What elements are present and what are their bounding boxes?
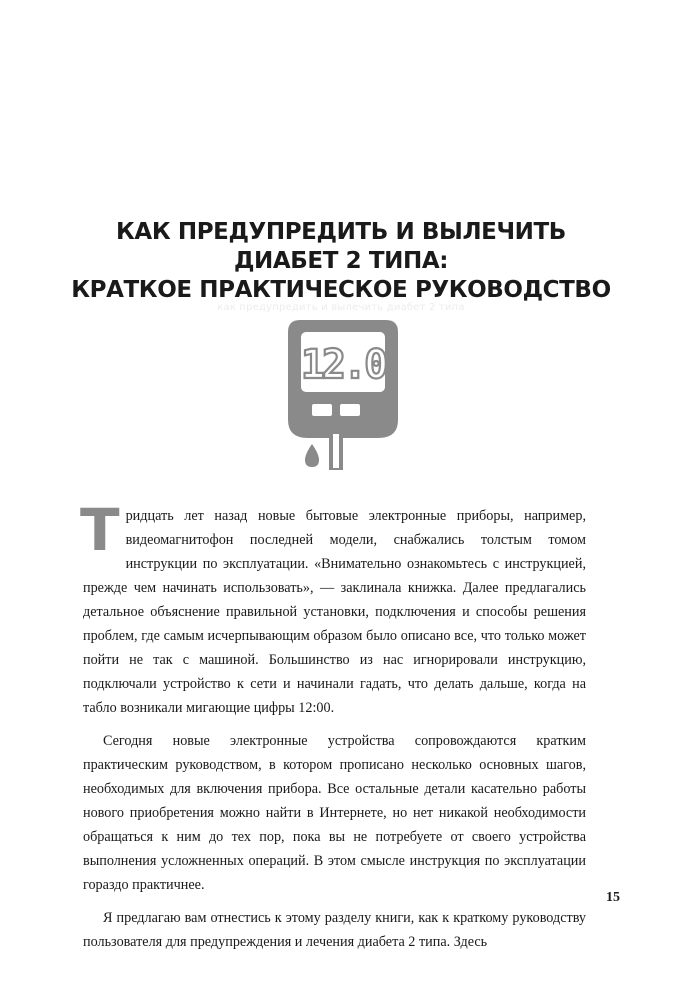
chapter-title-line-3: КРАТКОЕ ПРАКТИЧЕСКОЕ РУКОВОДСТВО [71, 277, 611, 303]
chapter-title-line-1: КАК ПРЕДУПРЕДИТЬ И ВЫЛЕЧИТЬ [116, 219, 566, 245]
meter-button-right [340, 404, 360, 416]
paragraph-2: Сегодня новые электронные устройства сопровождаются кратким практическим руководством, в котором прописано несколько основных шагов, необходимых для включения прибора. Все остальные детали касательно работы нового приобретения можно найти в Интернете, но нет никакой необходимости обращаться к ним до тех пор, пока вы не потребуете от своего устройства выполнения усложненных операций. В этом смысле инструкция по эксплуатации гораздо практичнее. [83, 733, 586, 893]
chapter-title [0, 218, 682, 305]
chapter-title-line-2: ДИАБЕТ 2 ТИПА: [233, 248, 449, 274]
blood-drop-icon [305, 444, 319, 467]
meter-display-digits: 12.0 [300, 342, 386, 388]
page-number: 15 [606, 890, 620, 905]
body-text [80, 496, 586, 954]
paragraph-3: Я предлагаю вам отнестись к этому разделу книги, как к краткому руководству пользователя для предупреждения и лечения диабета 2 типа. Здесь [83, 910, 586, 950]
faint-subtitle: как предупредить и вылечить диабет 2 типа [217, 302, 465, 313]
paragraph-1 [80, 496, 586, 720]
meter-button-left [312, 404, 332, 416]
paragraph-1-text: ридцать лет назад новые бытовые электронные приборы, например, видеомагнитофон последней модели, снабжались толстым томом инструкции по эксплуатации. «Внимательно ознакомьтесь с инструкцией, прежде чем начинать использовать», — заклинала книжка. Далее предлагались детальное объяснение правильной установки, подключения и способы решения проблем, где самым исчерпывающим образом было описано все, что только может пойти не так с машиной. Большинство из нас игнорировали инструкцию, подключали устройство к сети и начинали гадать, что делать дальше, когда на табло возникали мигающие цифры 12:00. [83, 508, 586, 716]
drop-cap: Т [80, 496, 120, 564]
glucose-meter-icon [288, 320, 398, 470]
